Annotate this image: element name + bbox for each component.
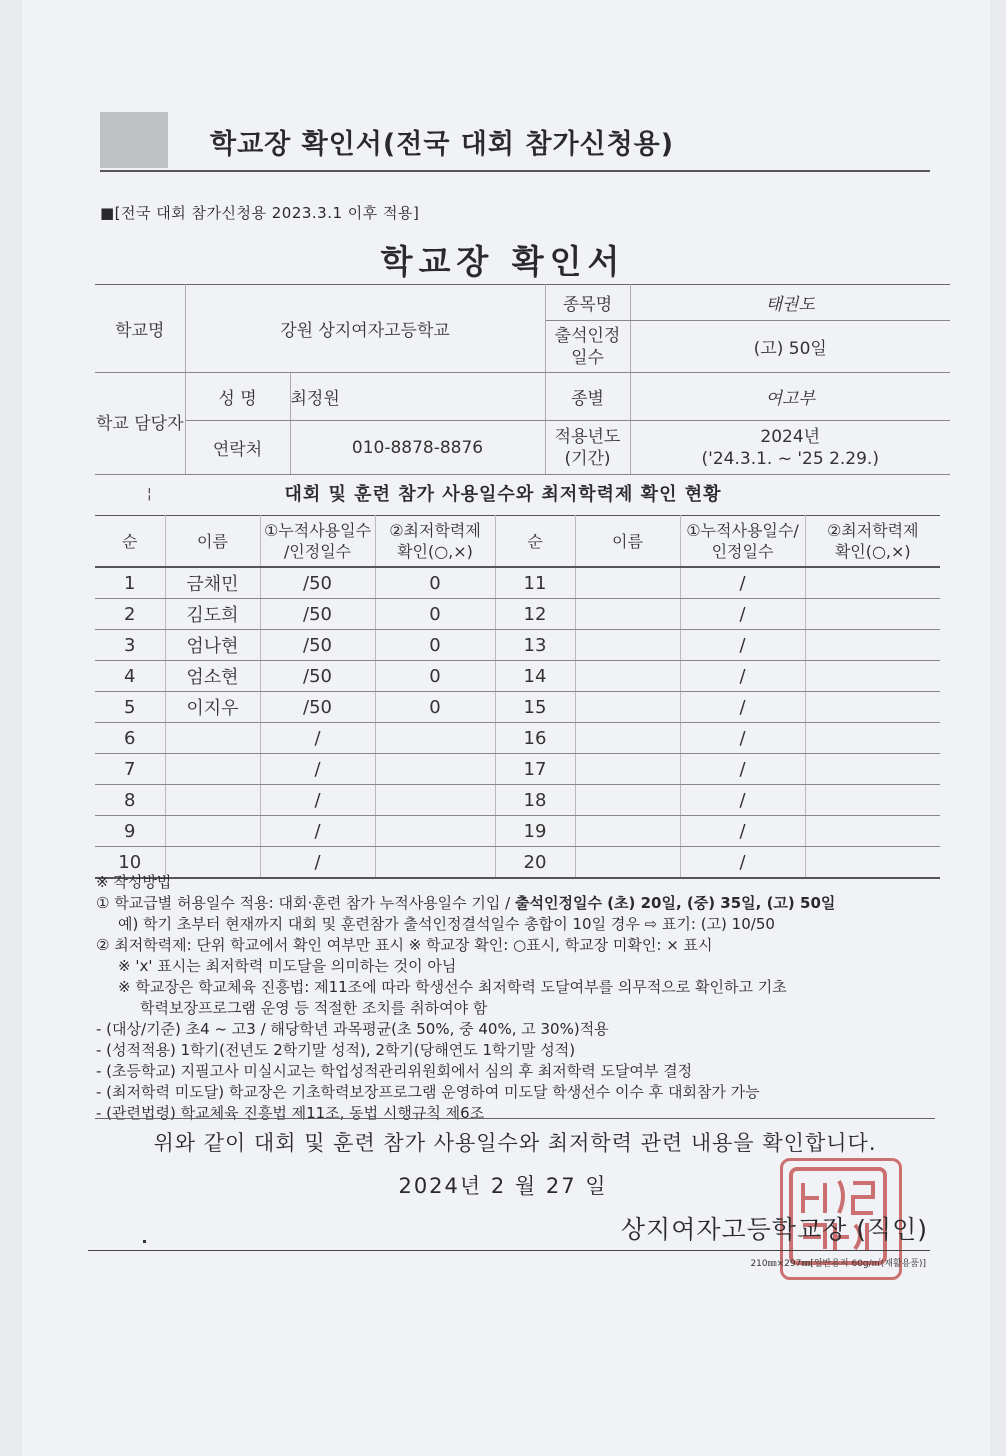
row-name-right [575,661,680,692]
table-row [95,630,940,661]
attendance-label: 출석인정 일수 [545,321,630,373]
row-name-right [575,785,680,816]
document-title: 학교장 확인서 [380,242,626,281]
row-no: 2 [95,599,165,630]
year-label: 적용년도 (기간) [545,421,630,475]
note-1: ※ 'x' 표시는 최저학력 미도달을 의미하는 것이 아님 [118,957,457,975]
row-name-right [575,754,680,785]
detail-1: - (대상/기준) 초4 ~ 고3 / 해당학년 과목평균(초 50%, 중 40%, 고 30%)적용 [96,1020,609,1038]
row-grade: 0 [375,599,495,630]
row-days-right: / [680,723,805,754]
instructions [96,872,941,1124]
bottom-rule [88,1250,930,1251]
col-no: 순 [95,516,165,568]
division-label: 종별 [545,373,630,421]
row-grade-right [805,692,940,723]
year-value: 2024년 [760,426,821,447]
row-grade-right [805,785,940,816]
row-no-right: 11 [495,567,575,599]
col-grade-line1: ②최저학력제 [389,521,481,540]
row-grade-right [805,567,940,599]
row-name-right [575,630,680,661]
row-no-right: 15 [495,692,575,723]
school-label: 학교명 [95,285,185,373]
row-name: 금채민 [165,567,260,599]
row-no: 5 [95,692,165,723]
row-grade [375,723,495,754]
row-days-right: / [680,847,805,879]
row-no: 8 [95,785,165,816]
row-grade: 0 [375,692,495,723]
col-days-right-line1: ①누적사용일수/ [686,521,799,540]
detail-5: - (관련법령) 학교체육 진흥법 제11조, 동법 시행규칙 제6조 [96,1104,485,1122]
contact-label: 연락처 [185,421,290,475]
section-title: 대회 및 훈련 참가 사용일수와 최저학력제 확인 현황 [284,484,722,505]
table-row [95,754,940,785]
school-info-table [95,284,950,475]
year-period: ('24.3.1. ~ '25 2.29.) [701,448,879,469]
col-days-line1: ①누적사용일수 [263,521,372,540]
row-days: / [260,785,375,816]
row-grade: 0 [375,661,495,692]
table-row [95,816,940,847]
usage-status-table [95,515,940,879]
row-grade [375,816,495,847]
table-row [95,567,940,599]
row-name-right [575,816,680,847]
row-days-right: / [680,661,805,692]
form-header [100,112,930,172]
instructions-heading: ※ 작성방법 [96,873,172,891]
confirmation-statement: 위와 같이 대회 및 훈련 참가 사용일수와 최저학력 관련 내용을 확인합니다. [95,1118,935,1157]
row-name-right [575,567,680,599]
row-grade-right [805,661,940,692]
row-no-right: 16 [495,723,575,754]
row-no-right: 20 [495,847,575,879]
principal-signature: 상지여자고등학교장 (직인) [620,1215,928,1244]
stray-mark: ¦ [147,486,152,502]
row-days-right: / [680,785,805,816]
col-days-right [680,516,805,568]
row-days-right: / [680,754,805,785]
instruction-1-bold: 출석인정일수 (초) 20일, (중) 35일, (고) 50일 [515,894,836,912]
row-days-right: / [680,816,805,847]
name-label: 성 명 [185,373,290,421]
table-row [95,661,940,692]
row-days-right: / [680,567,805,599]
row-no-right: 14 [495,661,575,692]
col-grade-line2: 확인(○,×) [397,542,473,561]
row-no: 6 [95,723,165,754]
row-days: /50 [260,661,375,692]
row-grade: 0 [375,567,495,599]
detail-3: - (초등학교) 지필고사 미실시교는 학업성적관리위원회에서 심의 후 최저학력 도달여부 결정 [96,1062,693,1080]
row-days: /50 [260,630,375,661]
detail-4: - (최저학력 미도달) 학교장은 기초학력보장프로그램 운영하여 미도달 학생선수 이수 후 대회참가 가능 [96,1083,760,1101]
school-value: 강원 상지여자고등학교 [185,285,545,373]
instruction-2: ② 최저학력제: 단위 학교에서 확인 여부만 표시 ※ 학교장 확인: ○표시, 학교장 미확인: × 표시 [96,936,713,954]
row-days: / [260,723,375,754]
manager-label: 학교 담당자 [95,373,185,475]
row-name [165,723,260,754]
instruction-1-example: 예) 학기 초부터 현재까지 대회 및 훈련참가 출석인정결석일수 총합이 10일 경우 ⇨ 표기: (고) 10/50 [118,915,775,933]
dot-mark [143,1240,146,1243]
attendance-value: (고) 50일 [630,321,950,373]
row-no: 1 [95,567,165,599]
row-days: /50 [260,599,375,630]
applicability-note: ■[전국 대회 참가신청용 2023.3.1 이후 적용] [100,204,420,222]
header-title: 학교장 확인서(전국 대회 참가신청용) [210,129,675,160]
row-name [165,816,260,847]
detail-2: - (성적적용) 1학기(전년도 2학기말 성적), 2학기(당해연도 1학기말 성적) [96,1041,576,1059]
note-2: ※ 학교장은 학교체육 진흥법: 제11조에 따라 학생선수 최저학력 도달여부를 의무적으로 확인하고 기초 [118,978,787,996]
col-no-right: 순 [495,516,575,568]
row-grade-right [805,754,940,785]
col-name: 이름 [165,516,260,568]
division-value: 여고부 [630,373,950,421]
table-row [95,692,940,723]
row-days: /50 [260,567,375,599]
row-grade-right [805,630,940,661]
table-row [95,599,940,630]
row-name: 이지우 [165,692,260,723]
col-days-line2: /인정일수 [283,542,352,561]
col-days-right-line2: 인정일수 [711,542,774,561]
row-name-right [575,692,680,723]
col-grade-right [805,516,940,568]
col-name-right: 이름 [575,516,680,568]
row-no-right: 17 [495,754,575,785]
col-grade-right-line2: 확인(○,×) [834,542,911,561]
row-name [165,785,260,816]
col-grade-right-line1: ②최저학력제 [826,521,919,540]
row-no: 9 [95,816,165,847]
row-name: 엄나현 [165,630,260,661]
row-days: / [260,847,375,879]
year-cell [630,421,950,475]
row-no: 10 [95,847,165,879]
sport-value: 태권도 [630,285,950,321]
instruction-1 [96,893,941,914]
name-value: 최정원 [290,373,545,421]
note-2-continued: 학력보장프로그램 운영 등 적절한 조치를 취하여야 함 [140,999,488,1017]
row-grade-right [805,723,940,754]
row-days-right: / [680,599,805,630]
sport-label: 종목명 [545,285,630,321]
row-grade: 0 [375,630,495,661]
row-days: / [260,816,375,847]
row-name-right [575,723,680,754]
row-grade-right [805,816,940,847]
contact-value: 010-8878-8876 [290,421,545,475]
row-name-right [575,599,680,630]
row-days: / [260,754,375,785]
row-grade [375,754,495,785]
header-grey-block [100,112,168,168]
row-name: 김도희 [165,599,260,630]
row-no-right: 13 [495,630,575,661]
col-days [260,516,375,568]
table-row [95,723,940,754]
paper-spec: 210㎜×297㎜[일반용지 60g/㎡(재활용품)] [750,1259,926,1269]
row-grade [375,785,495,816]
issue-date: 2024년 2 월 27 일 [398,1174,608,1198]
row-no-right: 19 [495,816,575,847]
row-no-right: 18 [495,785,575,816]
row-days: /50 [260,692,375,723]
table-row [95,785,940,816]
row-name [165,754,260,785]
row-grade-right [805,599,940,630]
row-name: 엄소현 [165,661,260,692]
col-grade [375,516,495,568]
row-no: 3 [95,630,165,661]
row-no: 7 [95,754,165,785]
instruction-1-text: ① 학교급별 허용일수 적용: 대회·훈련 참가 누적사용일수 기입 / [96,894,515,912]
row-days-right: / [680,630,805,661]
row-no: 4 [95,661,165,692]
row-days-right: / [680,692,805,723]
row-no-right: 12 [495,599,575,630]
